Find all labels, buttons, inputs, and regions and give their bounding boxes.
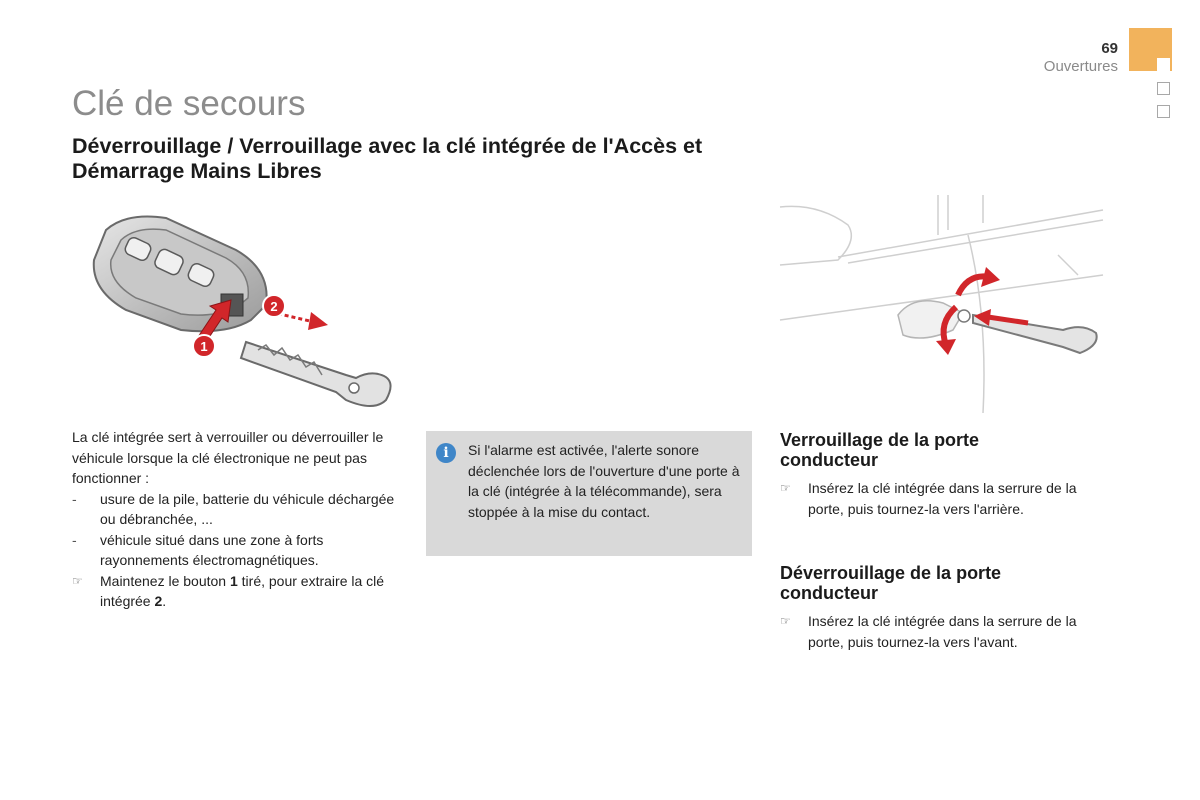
locking-heading: Verrouillage de la porte conducteur: [780, 430, 980, 470]
list-item-text: usure de la pile, batterie du véhicule déchargée ou débranchée, ...: [100, 490, 395, 527]
intro-paragraph: La clé intégrée sert à verrouiller ou déverrouiller le véhicule lorsque la clé électronique ne peut pas fonctionner :: [72, 429, 384, 486]
cause-list: [72, 489, 402, 612]
unlocking-instructions: [780, 611, 1110, 652]
pointing-hand-icon: ☞: [780, 481, 791, 495]
svg-text:2: 2: [270, 299, 278, 314]
pointing-hand-icon: ☞: [780, 614, 791, 628]
chapter-marker-1: [1157, 58, 1170, 71]
key-extraction-illustration: [86, 210, 406, 420]
intro-section: [72, 427, 402, 612]
section-name: Ouvertures: [1043, 58, 1118, 75]
instruction-item: [780, 478, 1110, 519]
chapter-marker-2: [1157, 82, 1170, 95]
svg-text:1: 1: [200, 339, 208, 354]
instruction-text: Insérez la clé intégrée dans la serrure de la porte, puis tournez-la vers l'avant.: [808, 613, 1077, 650]
list-item: [72, 489, 402, 530]
list-item: [72, 530, 402, 571]
door-lock-illustration: [778, 195, 1108, 413]
list-item-text: véhicule situé dans une zone à forts rayonnements électromagnétiques.: [100, 531, 324, 568]
unlocking-heading: Déverrouillage de la porte conducteur: [780, 563, 1002, 603]
page-title: Clé de secours: [72, 84, 306, 123]
chapter-marker-3: [1157, 105, 1170, 118]
info-text: Si l'alarme est activée, l'alerte sonore déclenchée lors de l'ouverture d'une porte à la clé (intégrée à la télécommande), sera stoppée à la mise du contact.: [468, 442, 740, 520]
instruction-text: Insérez la clé intégrée dans la serrure de la porte, puis tournez-la vers l'arrière.: [808, 480, 1077, 517]
instruction-item: [72, 571, 402, 612]
callout-1: [193, 335, 215, 357]
instruction-text: Maintenez le bouton 1 tiré, pour extraire la clé intégrée 2.: [100, 572, 385, 609]
page-number: 69: [1101, 40, 1118, 57]
locking-instructions: [780, 478, 1110, 519]
callout-2: [263, 295, 285, 317]
pointing-hand-icon: ☞: [72, 573, 83, 588]
dash-bullet: -: [72, 490, 77, 507]
info-box: [426, 431, 752, 556]
page-subtitle: Déverrouillage / Verrouillage avec la clé intégrée de l'Accès et Démarrage Mains Libres: [72, 134, 703, 183]
dash-bullet: -: [72, 531, 77, 548]
instruction-item: [780, 611, 1110, 652]
info-icon: i: [436, 443, 456, 463]
